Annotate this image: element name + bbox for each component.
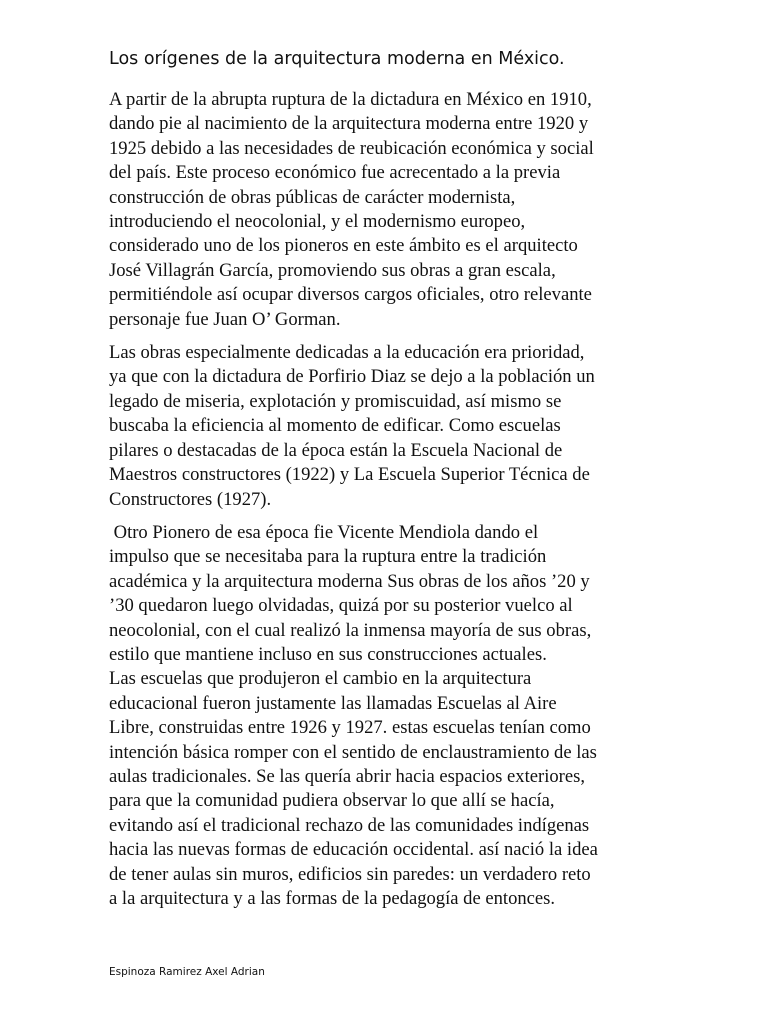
paragraph-line: impulso que se necesitaba para la ruptura entre la tradición xyxy=(109,546,547,568)
paragraph-line: del país. Este proceso económico fue acrecentado a la previa xyxy=(109,162,561,184)
paragraph-line: hacia las nuevas formas de educación occidental. así nació la idea xyxy=(109,839,598,861)
paragraph-line: pilares o destacadas de la época están la Escuela Nacional de xyxy=(109,439,563,461)
paragraph-spacer xyxy=(109,512,669,521)
document-body xyxy=(109,88,669,911)
paragraph-line: 1925 debido a las necesidades de reubicación económica y social xyxy=(109,137,594,159)
paragraph-line: ’30 quedaron luego olvidadas, quizá por su posterior vuelco al xyxy=(109,595,573,617)
paragraph-line: buscaba la eficiencia al momento de edificar. Como escuelas xyxy=(109,415,561,437)
paragraph-line: Maestros constructores (1922) y La Escuela Superior Técnica de xyxy=(109,464,590,486)
paragraph-line: ya que con la dictadura de Porfirio Diaz se dejo a la población un xyxy=(109,366,595,388)
footer-author: Espinoza Ramirez Axel Adrian xyxy=(109,966,265,978)
paragraph-1 xyxy=(109,88,669,332)
paragraph-line: personaje fue Juan O’ Gorman. xyxy=(109,308,341,330)
paragraph-line: estilo que mantiene incluso en sus construcciones actuales. xyxy=(109,643,547,665)
paragraph-line: Las obras especialmente dedicadas a la educación era prioridad, xyxy=(109,342,585,364)
paragraph-line: evitando así el tradicional rechazo de las comunidades indígenas xyxy=(109,814,590,836)
paragraph-line: construcción de obras públicas de carácter modernista, xyxy=(109,186,516,208)
paragraph-line: considerado uno de los pioneros en este ámbito es el arquitecto xyxy=(109,235,578,257)
paragraph-line: A partir de la abrupta ruptura de la dictadura en México en 1910, xyxy=(109,89,592,110)
paragraph-line: Constructores (1927). xyxy=(109,488,272,510)
paragraph-line: neocolonial, con el cual realizó la inmensa mayoría de sus obras, xyxy=(109,619,592,641)
paragraph-line: educacional fueron justamente las llamadas Escuelas al Aire xyxy=(109,692,557,714)
page-title: Los orígenes de la arquitectura moderna en México. xyxy=(109,49,565,69)
paragraph-line: Las escuelas que produjeron el cambio en la arquitectura xyxy=(109,668,532,690)
paragraph-line: Otro Pionero de esa época fie Vicente Mendiola dando el xyxy=(109,521,539,543)
paragraph-2 xyxy=(109,341,669,512)
paragraph-line: para que la comunidad pudiera observar lo que allí se hacía, xyxy=(109,790,555,812)
paragraph-line: intención básica romper con el sentido de enclaustramiento de las xyxy=(109,741,597,763)
paragraph-line: legado de miseria, explotación y promiscuidad, así mismo se xyxy=(109,390,562,412)
paragraph-line: de tener aulas sin muros, edificios sin paredes: un verdadero reto xyxy=(109,863,591,885)
paragraph-line: introduciendo el neocolonial, y el modernismo europeo, xyxy=(109,211,526,233)
paragraph-line: aulas tradicionales. Se las quería abrir hacia espacios exteriores, xyxy=(109,765,586,787)
paragraph-spacer xyxy=(109,332,669,341)
paragraph-line: permitiéndole así ocupar diversos cargos oficiales, otro relevante xyxy=(109,284,592,306)
paragraph-line: académica y la arquitectura moderna Sus obras de los años ’20 y xyxy=(109,570,590,592)
paragraph-line: a la arquitectura y a las formas de la pedagogía de entonces. xyxy=(109,888,556,909)
paragraph-line: José Villagrán García, promoviendo sus obras a gran escala, xyxy=(109,259,556,281)
paragraph-line: Libre, construidas entre 1926 y 1927. estas escuelas tenían como xyxy=(109,717,591,739)
paragraph-3 xyxy=(109,521,669,912)
paragraph-line: dando pie al nacimiento de la arquitectura moderna entre 1920 y xyxy=(109,113,589,135)
